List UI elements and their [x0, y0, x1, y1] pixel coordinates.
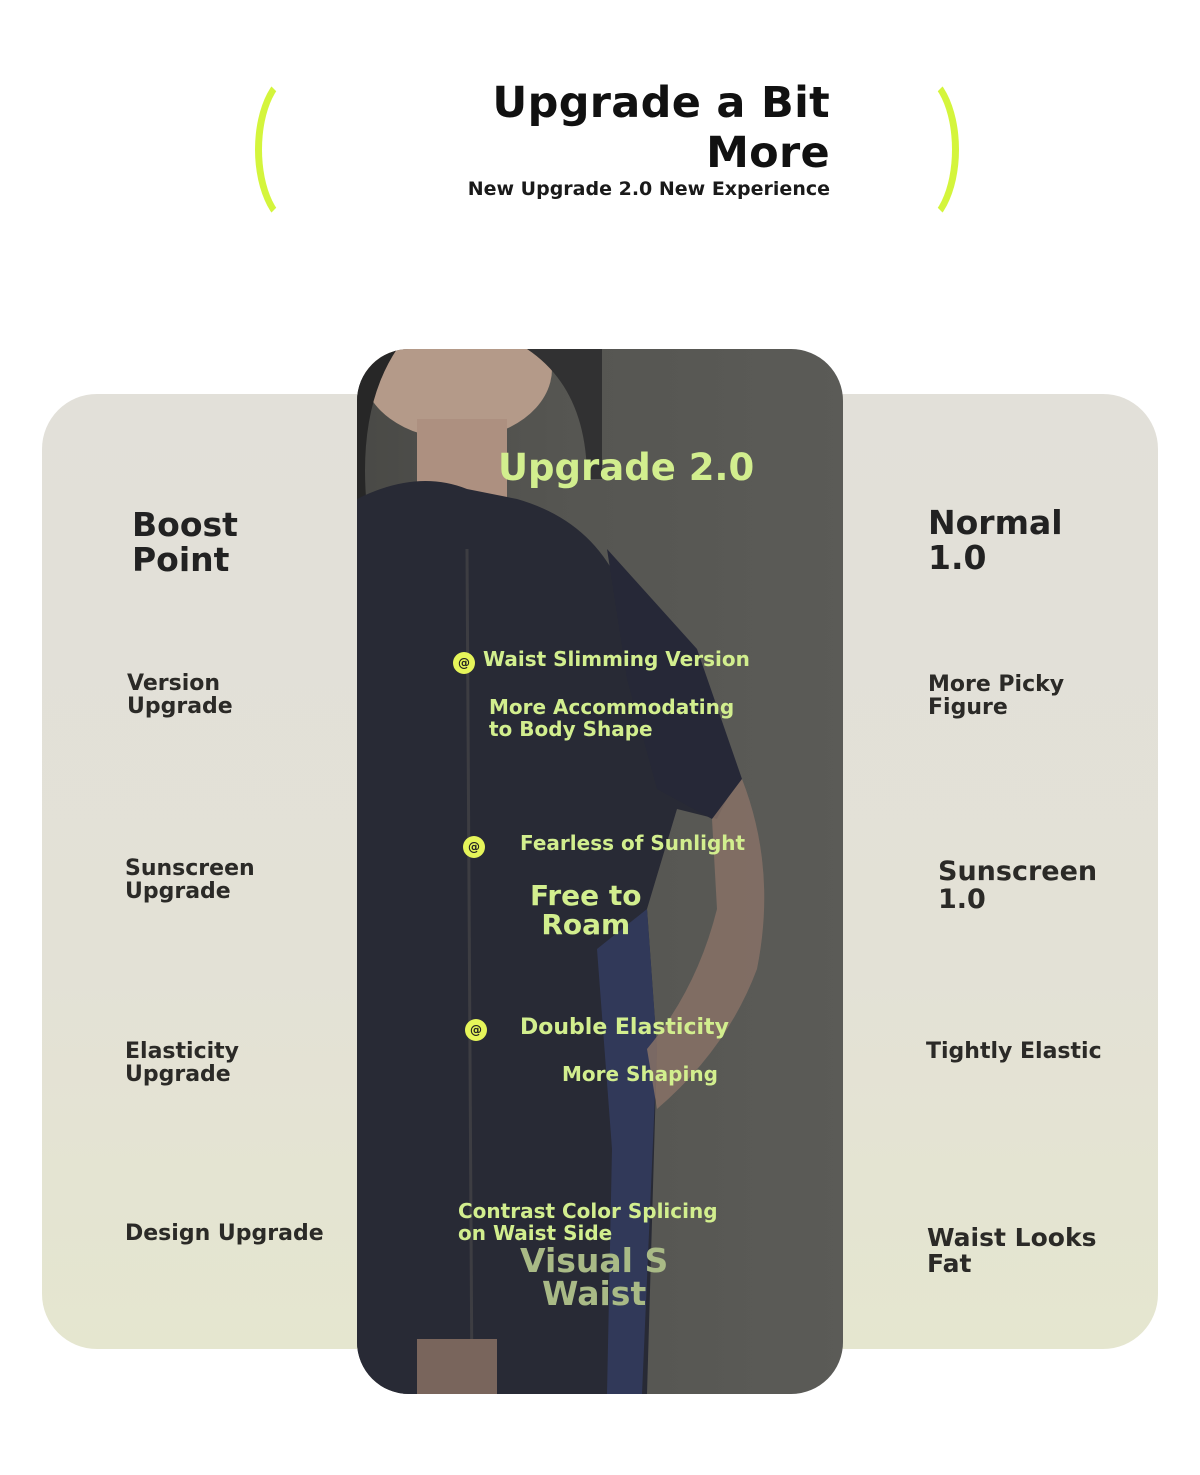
feature-headline: Double Elasticity [520, 1015, 729, 1040]
left-item-version: Version Upgrade [127, 671, 233, 720]
left-bracket-decoration [255, 70, 339, 229]
right-item-waist: Waist Looks Fat [927, 1223, 1097, 1279]
feature-headline: Contrast Color Splicing on Waist Side [458, 1199, 718, 1245]
left-item-sunscreen: Sunscreen Upgrade [125, 856, 255, 905]
feature-detail: Free to Roam [530, 879, 642, 942]
right-item-sunscreen: Sunscreen 1.0 [938, 856, 1098, 916]
feature-detail: More Accommodating to Body Shape [489, 695, 735, 741]
page-subtitle: New Upgrade 2.0 New Experience [467, 178, 830, 200]
feature-detail: More Shaping [562, 1062, 718, 1086]
feature-headline: Waist Slimming Version [483, 647, 750, 671]
right-bracket-decoration [875, 70, 959, 229]
bullet-icon: @ [453, 652, 475, 674]
boost-point-heading: Boost Point [132, 505, 238, 579]
normal-heading: Normal 1.0 [928, 503, 1063, 577]
bullet-icon: @ [465, 1019, 487, 1041]
bullet-icon: @ [463, 836, 485, 858]
page-title: Upgrade a Bit More [492, 78, 830, 178]
right-item-elastic: Tightly Elastic [926, 1039, 1102, 1064]
feature-headline: Fearless of Sunlight [520, 831, 746, 855]
left-item-design: Design Upgrade [125, 1221, 324, 1246]
card-title: Upgrade 2.0 [498, 446, 755, 489]
left-item-elasticity: Elasticity Upgrade [125, 1039, 240, 1088]
right-item-picky: More Picky Figure [928, 672, 1065, 721]
feature-detail: Visual S Waist [520, 1241, 669, 1313]
